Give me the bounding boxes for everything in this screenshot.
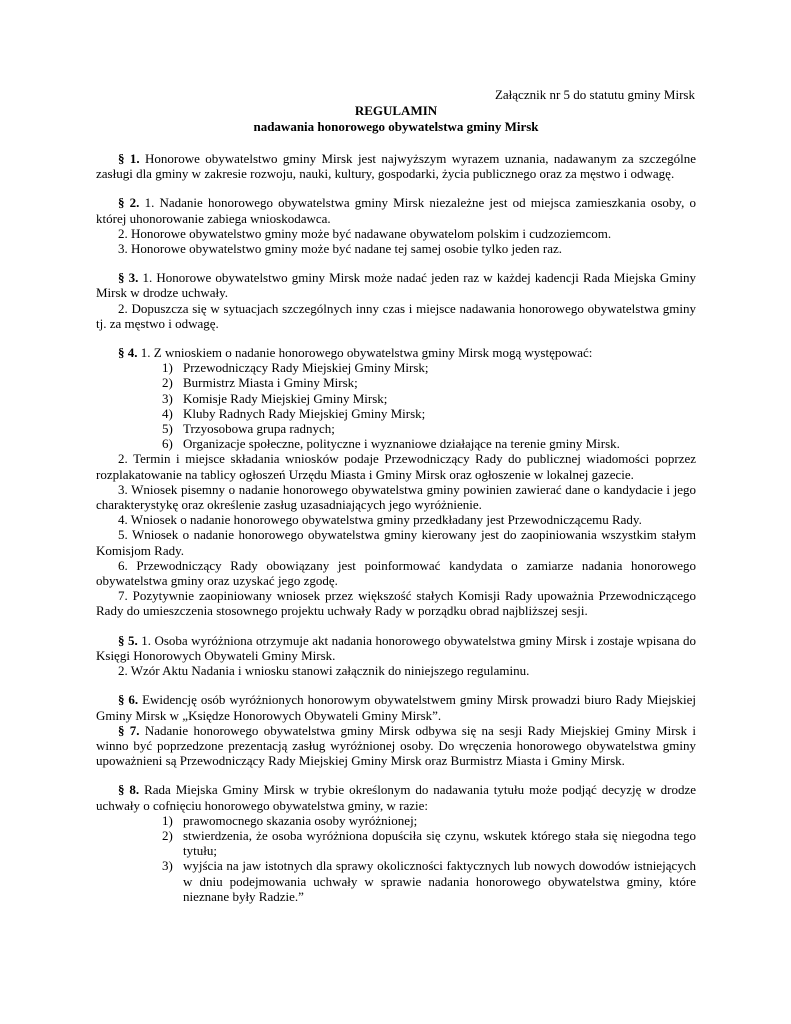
section-5-paragraph-1: 1. Osoba wyróżniona otrzymuje akt nadania honorowego obywatelstwa gminy Mirsk i zostaje wpisana do Księgi Honorowych Obywateli Gminy Mirsk.	[96, 632, 697, 663]
list-item-text: prawomocnego skazania osoby wyróżnionej;	[183, 812, 418, 828]
section-5	[96, 633, 696, 663]
section-4	[96, 345, 696, 360]
list-item-number: 3)	[162, 390, 173, 406]
section-4-paragraph-6: 6. Przewodniczący Rady obowiązany jest poinformować kandydata o zamiarze nadania honorowego obywatelstwa gminy oraz uzyskać jego zgodę.	[96, 557, 696, 589]
list-item	[162, 436, 696, 451]
list-item-number: 2)	[162, 827, 173, 843]
list-item-text: stwierdzenia, że osoba wyróżniona dopuściła się czynu, wskutek którego stała się niegodna tego tytułu;	[183, 827, 696, 859]
section-4-paragraph-7: 7. Pozytywnie zaopiniowany wniosek przez większość stałych Komisji Rady upoważnia Przewodniczącego Rady do umieszczenia stosownego projektu uchwały Rady w porządku obrad najbliższej sesji.	[96, 588, 696, 619]
section-7-text: Nadanie honorowego obywatelstwa gminy Mirsk odbywa się na sesji Rady Miejskiej Gminy Mirsk i winno być poprzedzone prezentacją zasług wyróżnionej osoby. Do wręczenia honorowego obywatelstwa gminy upoważnieni są Przewodniczący Rady Miejskiej Gminy Mirsk oraz Burmistrz Miasta i Gminy Mirsk.	[96, 722, 697, 769]
list-item	[162, 813, 696, 828]
list-item	[162, 391, 696, 406]
section-8-intro: Rada Miejska Gminy Mirsk w trybie określonym do nadawania tytułu może podjąć decyzję w drodze uchwały o cofnięciu honorowego obywatelstwa gminy, w razie:	[96, 782, 696, 813]
section-4-paragraph-4: 4. Wniosek o nadanie honorowego obywatelstwa gminy przedkładany jest Przewodniczącemu Rady.	[118, 512, 642, 528]
list-item-number: 5)	[162, 421, 173, 437]
section-4-paragraph-3: 3. Wniosek pisemny o nadanie honorowego obywatelstwa gminy powinien zawierać dane o kandydacie i jego charakterystykę oraz określenie zasług uzasadniających jego wyróżnienie.	[96, 481, 696, 513]
list-item-number: 2)	[162, 375, 173, 391]
section-8-mark: § 8.	[118, 782, 140, 798]
section-1	[96, 151, 696, 181]
section-6-mark: § 6.	[118, 692, 139, 708]
document-body	[96, 151, 696, 904]
section-4-mark: § 4.	[118, 345, 138, 361]
section-8-list	[96, 813, 696, 904]
list-item	[162, 375, 696, 390]
list-item	[162, 858, 696, 904]
list-item	[162, 421, 696, 436]
list-item-text: Trzyosobowa grupa radnych;	[183, 421, 335, 437]
list-item-number: 1)	[162, 812, 173, 828]
list-item-text: Komisje Rady Miejskiej Gminy Mirsk;	[183, 390, 388, 406]
list-item-number: 3)	[162, 858, 173, 874]
list-item-text: Kluby Radnych Rady Miejskiej Gminy Mirsk;	[183, 405, 426, 421]
section-4-paragraph-5: 5. Wniosek o nadanie honorowego obywatelstwa gminy kierowany jest do zaopiniowania wszystkim stałym Komisjom Rady.	[96, 527, 696, 558]
list-item-number: 4)	[162, 405, 173, 421]
section-3-mark: § 3.	[118, 270, 139, 286]
list-item-number: 6)	[162, 436, 173, 452]
section-7	[96, 723, 696, 769]
document-title: REGULAMIN	[354, 103, 438, 118]
list-item-text: Burmistrz Miasta i Gminy Mirsk;	[183, 375, 358, 391]
annex-note: Załącznik nr 5 do statutu gminy Mirsk	[494, 87, 695, 102]
section-4-intro: 1. Z wnioskiem o nadanie honorowego obywatelstwa gminy Mirsk mogą występować:	[137, 345, 593, 361]
section-4-list	[96, 360, 696, 451]
list-item	[162, 828, 696, 858]
list-item-text: wyjścia na jaw istotnych dla sprawy okoliczności faktycznych lub nowych dowodów istniejących w dniu podejmowania uchwały w sprawie nadania honorowego obywatelstwa gminy, które nieznane były Radzie.”	[183, 858, 696, 904]
document-subtitle: nadawania honorowego obywatelstwa gminy Mirsk	[253, 119, 539, 134]
section-6-text: Ewidencję osób wyróżnionych honorowym obywatelstwem gminy Mirsk prowadzi biuro Rady Miejskiej Gminy Mirsk w „Księdze Honorowych Obywateli Gminy Mirsk”.	[96, 692, 697, 723]
list-item-text: Organizacje społeczne, polityczne i wyznaniowe działające na terenie gminy Mirsk.	[183, 436, 620, 452]
list-item	[162, 360, 696, 375]
section-2-mark: § 2.	[118, 195, 140, 211]
section-2-paragraph-3: 3. Honorowe obywatelstwo gminy może być nadane tej samej osobie tylko jeden raz.	[118, 241, 563, 257]
section-8	[96, 782, 696, 812]
section-2-paragraph-2: 2. Honorowe obywatelstwo gminy może być nadawane obywatelom polskim i cudzoziemcom.	[118, 225, 612, 241]
list-item-number: 1)	[162, 360, 173, 376]
section-2	[96, 195, 696, 225]
section-3-paragraph-2: 2. Dopuszcza się w sytuacjach szczególnych inny czas i miejsce nadawania honorowego obywatelstwa gminy tj. za męstwo i odwagę.	[96, 300, 696, 331]
section-3	[96, 270, 696, 300]
section-6	[96, 692, 696, 722]
list-item	[162, 406, 696, 421]
section-4-paragraph-2: 2. Termin i miejsce składania wniosków podaje Przewodniczący Rady do publicznej wiadomości poprzez rozplakatowanie na tablicy ogłoszeń Urzędu Miasta i Gminy Mirsk oraz ogłoszenie w lokalnej gazecie.	[96, 451, 696, 482]
section-1-mark: § 1.	[118, 151, 140, 166]
section-7-mark: § 7.	[118, 722, 140, 738]
section-5-mark: § 5.	[118, 632, 138, 648]
section-1-text: Honorowe obywatelstwo gminy Mirsk jest najwyższym wyrazem uznania, nadawanym za szczególne zasługi dla gminy w zakresie rozwoju, nauki, kultury, gospodarki, życia publicznego oraz za męstwo i odwagę.	[96, 151, 696, 182]
list-item-text: Przewodniczący Rady Miejskiej Gminy Mirsk;	[183, 360, 429, 376]
section-2-paragraph-1: 1. Nadanie honorowego obywatelstwa gminy Mirsk niezależne jest od miejsca zamieszkania osoby, o której uhonorowanie zabiega wnioskodawca.	[96, 195, 696, 226]
section-3-paragraph-1: 1. Honorowe obywatelstwo gminy Mirsk może nadać jeden raz w każdej kadencji Rada Miejska Gminy Mirsk w drodze uchwały.	[96, 270, 697, 301]
section-5-paragraph-2: 2. Wzór Aktu Nadania i wniosku stanowi załącznik do niniejszego regulaminu.	[118, 663, 530, 679]
